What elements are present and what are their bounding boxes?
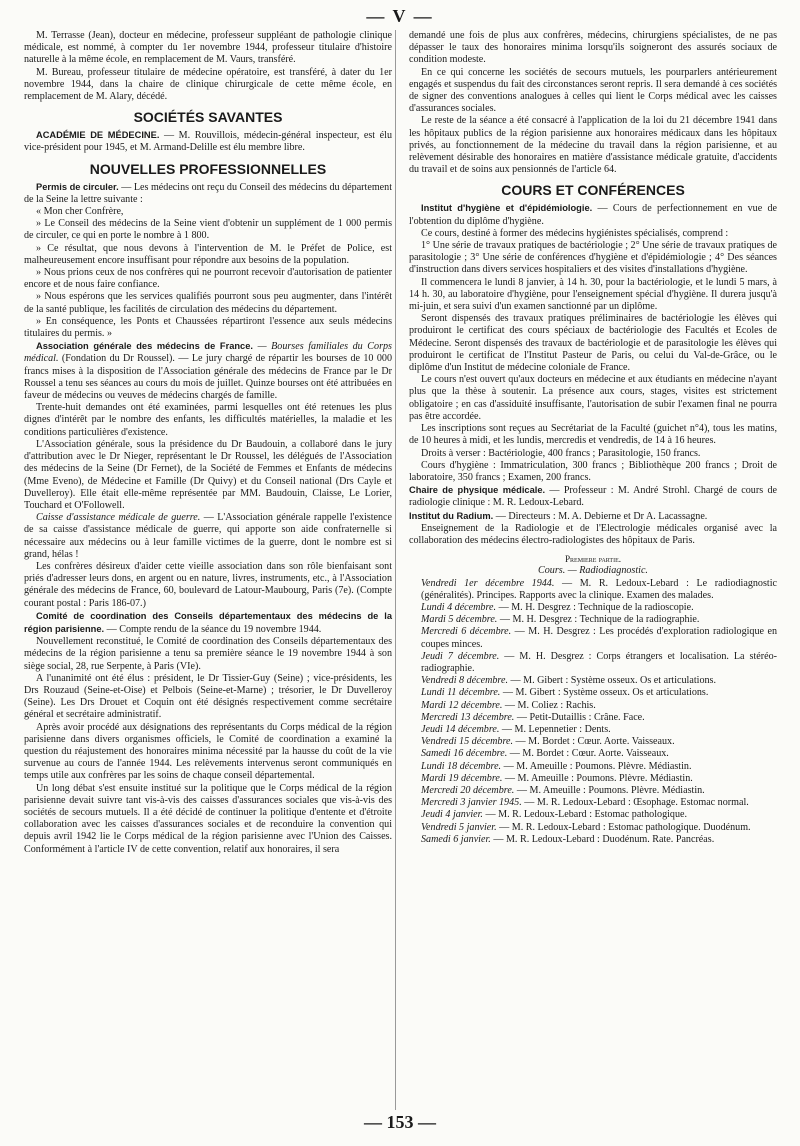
paragraph: L'Association générale, sous la présidence du Dr Baudouin, a collaboré dans le jury d'attribution avec le Dr Nieger, représentant le Dr Roussel, les délégués de l'Association des médecins de la Seine (Dr Fernet), de la Société de Femmes et Enfants de médecins (Mme Eveno), de Médecine et Famille (Dr Quivy) et du Conseil national (Drs Cayle et Duvelleroy). Elle était elle-même représentée par MM. Baudouin, Claisse, Le Lorier, Touchard et O'Followell. [24, 438, 392, 511]
schedule-date: Jeudi 4 janvier. [421, 809, 483, 821]
letter-line: « Mon cher Confrère, [36, 206, 124, 218]
section-title-nouvelles: NOUVELLES PROFESSIONNELLES [89, 160, 327, 177]
schedule-item [409, 834, 777, 846]
paragraph-academie [24, 129, 392, 154]
hygiene-text: — Cours de perfectionnement en vue de l'obtention du diplôme d'hygiène. [409, 203, 777, 227]
schedule-date: Samedi 16 décembre. [421, 748, 508, 760]
schedule-text: — M. Gibert : Système osseux. Os et articulations. [500, 687, 709, 699]
schedule-item [409, 712, 777, 724]
paragraph: En ce qui concerne les sociétés de secours mutuels, les pourparlers antérieurement engagés et suspendus du fait des circonstances seront repris. Il sera demandé à ces sociétés de signer des conventions analogues à celles qui lient le Corps médical avec les caisses d'assurances sociales. [409, 66, 777, 115]
schedule-text: — M. H. Desgrez : Corps étrangers et localisation. La stéréo-radiographie. [421, 650, 777, 674]
paragraph-radium [409, 510, 777, 523]
radium-label: Institut du Radium. [409, 510, 494, 521]
paragraph: Ce cours, destiné à former des médecins hygiénistes spécialisés, comprend : [421, 227, 729, 239]
schedule-date: Vendredi 5 janvier. [421, 821, 497, 833]
schedule-text: — M. Ameuille : Poumons. Plèvre. Médiastin. [502, 772, 693, 784]
physique-label: Chaire de physique médicale. [409, 485, 546, 496]
column-divider [395, 30, 396, 1110]
schedule-text: — M. Ameuille : Poumons. Plèvre. Médiastin. [514, 784, 705, 796]
schedule-text: — M. R. Ledoux-Lebard : Estomac pathologique. [482, 809, 688, 821]
paragraph: Après avoir procédé aux désignations des représentants du Corps médical de la région parisienne dans divers organismes officiels, le Comité de coordination a examiné la question du réajustement des honoraires minima nécessité par la hausse du coût de la vie survenue au cours de l'année 1944. Les relèvements intervenus seront communiqués en temps utile aux confrères par les soins de chaque conseil départemental. [24, 721, 392, 782]
schedule-text: — M. H. Desgrez : Technique de la radioscopie. [496, 601, 694, 613]
page-number: — 153 — [364, 1112, 436, 1132]
paragraph: Il commencera le lundi 8 janvier, à 14 h. 30, pour la bactériologie, et le lundi 5 mars, à 14 h. 30, au laboratoire d'hygiène, pour l'enseignement spécial d'hygiène. Il durera jusqu'à mi-juin, et sera suivi d'un examen sanctionné par un diplôme. [409, 276, 777, 313]
cours-subheading: Cours. — Radiodiagnostic. [538, 565, 648, 577]
schedule-date: Mardi 19 décembre. [421, 772, 503, 784]
paragraph: demandé une fois de plus aux confrères, médecins, chirurgiens spécialistes, de ne pas dépasser le taux des honoraires minima lorsqu'ils soigneront des assurés sociaux de condition modeste. [409, 30, 777, 66]
association-label: Association générale des médecins de France. [36, 341, 253, 352]
paragraph-physique [409, 484, 777, 509]
paragraph: M. Terrasse (Jean), docteur en médecine, professeur suppléant de pathologie clinique médicale, est nommé, à compter du 1er novembre 1944, professeur titulaire d'histoire naturelle à la même école, en remplacement de M. Vaurs, transféré. [24, 30, 392, 66]
letter-line: » Nous prions ceux de nos confrères qui ne pourront recevoir d'autorisation de patienter encore et de nous faire confiance. [24, 267, 392, 291]
paragraph: Cours d'hygiène : Immatriculation, 300 francs ; Bibliothèque 200 francs ; Droit de laboratoire, 350 francs ; Examen, 200 francs. [409, 459, 777, 483]
schedule-item [409, 626, 777, 650]
paragraph: Un long débat s'est ensuite institué sur la politique que le Corps médical de la région parisienne devait suivre tant vis-à-vis des caisses d'assurances sociales que vis-à-vis des sociétés de secours mutuels. Il a été décidé de continuer la politique d'entente et d'étroite collaboration avec les caisses d'assurances sociales et de reconduire la convention qui depuis avril 1942 lie le Corps médical de la région parisienne avec l'Union des Caisses. Conformément à l'article IV de cette convention, relatif aux honoraires, il sera [24, 782, 392, 855]
schedule-date: Lundi 11 décembre. [421, 687, 501, 699]
schedule-item [409, 773, 777, 785]
schedule-item [409, 785, 777, 797]
schedule-item [409, 602, 777, 614]
page-header: — V — [366, 6, 434, 26]
schedule-item [409, 809, 777, 821]
schedule-text: — M. Bordet : Cœur. Aorte. Vaisseaux. [507, 748, 669, 760]
schedule-text: — M. R. Ledoux-Lebard : Le radiodiagnostic (généralités). Principes. Rapports avec la clinique. Examen des malades. [421, 577, 777, 601]
schedule-date: Mercredi 13 décembre. [421, 711, 515, 723]
paragraph: A l'unanimité ont été élus : président, le Dr Tissier-Guy (Seine) ; vice-présidents, les Drs Rouzaud (Seine-et-Oise) et Pelbois (Seine-et-Marne) ; trésorier, le Dr Duvelleroy (Seine). Les Drs Drouet et Coquin ont été désignés respectivement comme secrétaire général et secrétaire administratif. [24, 672, 392, 721]
schedule-item [409, 675, 777, 687]
schedule-list [409, 578, 777, 846]
schedule-item [409, 797, 777, 809]
caisse-text: — L'Association générale rappelle l'existence de sa caisse d'assistance médicale de guerre, qui apporte son aide confraternelle si nécessaire aux médecins ou à leur famille victimes de la guerre, dont le nombre est si grand, hélas ! [24, 512, 392, 560]
schedule-item [409, 614, 777, 626]
association-subtitle: — Bourses familiales du Corps médical. [24, 341, 392, 365]
schedule-item [409, 736, 777, 748]
paragraph-caisse [24, 512, 392, 561]
schedule-date: Vendredi 15 décembre. [421, 736, 514, 748]
right-column [409, 30, 777, 846]
schedule-date: Mercredi 20 décembre. [421, 784, 515, 796]
schedule-text: — M. H. Desgrez : Les procédés d'exploration radiologique en coupes minces. [421, 626, 777, 650]
paragraph: Le cours n'est ouvert qu'aux docteurs en médecine et aux étudiants en médecine n'ayant plus que la thèse à soutenir. La présence aux cours, stages, visites est strictement obligatoire ; en cas d'assiduité insuffisante, l'autorisation de subir l'examen final ne pourra pas être accordée. [409, 374, 777, 422]
schedule-item [409, 761, 777, 773]
paragraph: Seront dispensés des travaux pratiques préliminaires de bactériologie les élèves qui produiront le certificat des cours spéciaux de bactériologie des Facultés et Ecoles de Médecine. Seront dispensés des travaux de bactériologie et de parasitologie les élèves qui produiront le certificat de l'Institut Pasteur de Paris, ou celui du Val-de-Grâce, ou le diplôme d'un Institut de médecine coloniale de France. [409, 313, 777, 374]
paragraph: Trente-huit demandes ont été examinées, parmi lesquelles ont été retenues les plus dignes d'intérêt par le nombre des enfants, les difficultés matérielles, la maladie et les conditions particulières d'existence. [24, 402, 392, 438]
schedule-text: — M. Ameuille : Poumons. Plèvre. Médiastin. [501, 760, 692, 772]
left-column [24, 30, 392, 856]
schedule-text: — M. R. Ledoux-Lebard : Duodénum. Rate. Pancréas. [490, 833, 715, 845]
comite-label: Comité de coordination des Conseils départementaux des médecins de la région parisienne. [24, 610, 392, 634]
schedule-date: Lundi 18 décembre. [421, 760, 502, 772]
partie-heading: Premiere partie. [564, 554, 622, 565]
paragraph: Enseignement de la Radiologie et de l'Electrologie médicales organisé avec la collaboration des médecins électro-radiologistes des hôpitaux de Paris. [409, 522, 777, 546]
paragraph: Les confrères désireux d'aider cette vieille association dans son rôle bienfaisant sont priés d'adresser leurs dons, en argent ou en nature, livres, instruments, etc., à l'Association générale des médecins de France, 60, boulevard de Latour-Maubourg, Paris (7e). (Compte courant postal : Paris 186-07.) [24, 560, 392, 609]
schedule-date: Jeudi 7 décembre. [421, 650, 500, 662]
schedule-item [409, 822, 777, 834]
schedule-text: — M. R. Ledoux-Lebard : Œsophage. Estomac normal. [521, 797, 749, 809]
schedule-date: Jeudi 14 décembre. [421, 723, 500, 735]
schedule-text: — M. R. Ledoux-Lebard : Estomac pathologique. Duodénum. [496, 821, 751, 833]
letter-line: » Le Conseil des médecins de la Seine vient d'obtenir un supplément de 1 000 permis de circuler, ce qui en porte le nombre à 1 800. [24, 218, 392, 242]
letter-line: » En conséquence, les Ponts et Chaussées répartiront l'essence aux seuls médecins titulaires du permis. » [24, 315, 392, 340]
permis-label: Permis de circuler. [36, 181, 119, 192]
academie-text: — M. Rouvillois, médecin-général inspecteur, est élu vice-président pour 1945, et M. Armand-Delille est élu membre libre. [24, 130, 392, 154]
schedule-date: Mardi 5 décembre. [421, 614, 498, 626]
schedule-date: Mercredi 3 janvier 1945. [421, 797, 522, 809]
schedule-item [409, 578, 777, 602]
schedule-text: — M. Gibert : Système osseux. Os et articulations. [507, 675, 717, 687]
permis-text: — Les médecins ont reçu du Conseil des médecins du département de la Seine la lettre suivante : [24, 181, 393, 205]
schedule-date: Mardi 12 décembre. [421, 699, 503, 711]
radium-text: — Directeurs : M. A. Debierne et Dr A. Lacassagne. [493, 510, 708, 522]
section-title-cours: COURS ET CONFÉRENCES [501, 182, 685, 199]
schedule-item [409, 724, 777, 736]
schedule-text: — Petit-Dutaillis : Crâne. Face. [514, 711, 645, 723]
paragraph-comite [24, 610, 392, 636]
letter-line: » Ce résultat, que nous devons à l'intervention de M. le Préfet de Police, est malheureusement encore insuffisant pour répondre aux besoins de la population. [24, 242, 392, 266]
schedule-date: Samedi 6 janvier. [421, 833, 491, 845]
paragraph: Les inscriptions sont reçues au Secrétariat de la Faculté (guichet n°4), tous les matins, de 10 heures à midi, et les lundis, mercredis et vendredis, de 14 à 16 heures. [409, 423, 777, 447]
schedule-item [409, 687, 777, 699]
schedule-item [409, 748, 777, 760]
paragraph: M. Bureau, professeur titulaire de médecine opératoire, est transféré, à dater du 1er novembre 1944, dans la chaire de clinique chirurgicale de cette même école, en remplacement de M. Alary, décédé. [24, 66, 392, 103]
schedule-text: — M. Lepennetier : Dents. [499, 723, 611, 735]
schedule-text: — M. H. Desgrez : Technique de la radiographie. [497, 614, 700, 626]
schedule-date: Vendredi 8 décembre. [421, 675, 508, 687]
association-text: (Fondation du Dr Roussel). — Le jury chargé de répartir les bourses de 10 000 francs mises à la disposition de l'Association générale des médecins de France par le Dr Roussel a tenu ses séances au cours du mois de juillet. Quinze bourses ont été attribuées en faveur de médecins ou veuves de médecins chargés de famille. [24, 353, 392, 402]
section-title-societes: SOCIÉTÉS SAVANTES [133, 109, 283, 126]
schedule-date: Mercredi 6 décembre. [421, 626, 512, 638]
hygiene-label: Institut d'hygiène et d'épidémiologie. [421, 203, 593, 214]
schedule-text: — M. Bordet : Cœur. Aorte. Vaisseaux. [513, 736, 675, 748]
paragraph: 1° Une série de travaux pratiques de bactériologie ; 2° Une série de travaux pratiques de parasitologie ; 3° Une série de conférences d'hygiène et d'épidémiologie ; 4° Des séances d'instruction dans divers services hospitaliers et des visites d'installations d'hygiène. [409, 240, 777, 276]
comite-text: — Compte rendu de la séance du 19 novembre 1944. [104, 623, 322, 635]
schedule-date: Vendredi 1er décembre 1944. [421, 577, 555, 589]
paragraph-permis [24, 181, 392, 206]
schedule-item [409, 700, 777, 712]
paragraph: Nouvellement reconstitué, le Comité de coordination des Conseils départementaux des médecins de la région parisienne a tenu sa première séance le 19 novembre 1944 à son siège social, 28, rue Serpente, à Paris (VIe). [24, 636, 392, 672]
physique-text: — Professeur : M. André Strohl. Chargé de cours de radiologie clinique : M. R. Ledoux-Lebard. [409, 485, 777, 509]
paragraph-hygiene [409, 202, 777, 227]
paragraph-association [24, 340, 392, 402]
schedule-date: Lundi 4 décembre. [421, 601, 497, 613]
schedule-item [409, 651, 777, 675]
schedule-text: — M. Coliez : Rachis. [502, 699, 596, 711]
caisse-label: Caisse d'assistance médicale de guerre. [36, 512, 201, 524]
paragraph: Droits à verser : Bactériologie, 400 francs ; Parasitologie, 150 francs. [421, 447, 701, 459]
academie-label: ACADÉMIE DE MÉDECINE. [36, 130, 160, 141]
paragraph: Le reste de la séance a été consacré à l'application de la loi du 21 décembre 1941 dans les hôpitaux publics de la région parisienne aux honoraires médicaux dans les hôpitaux privés, au fonctionnement de la médecine du travail dans la région parisienne, et au relèvement désirable des honoraires en matière d'assistance médicale gratuite, d'accidents du travail et de soins aux pensionnés de l'article 64. [409, 115, 777, 176]
letter-line: » Nous espérons que les services qualifiés pourront sous peu augmenter, dans l'intérêt de la santé publique, les facilités de circulation des médecins du département. [24, 291, 392, 315]
